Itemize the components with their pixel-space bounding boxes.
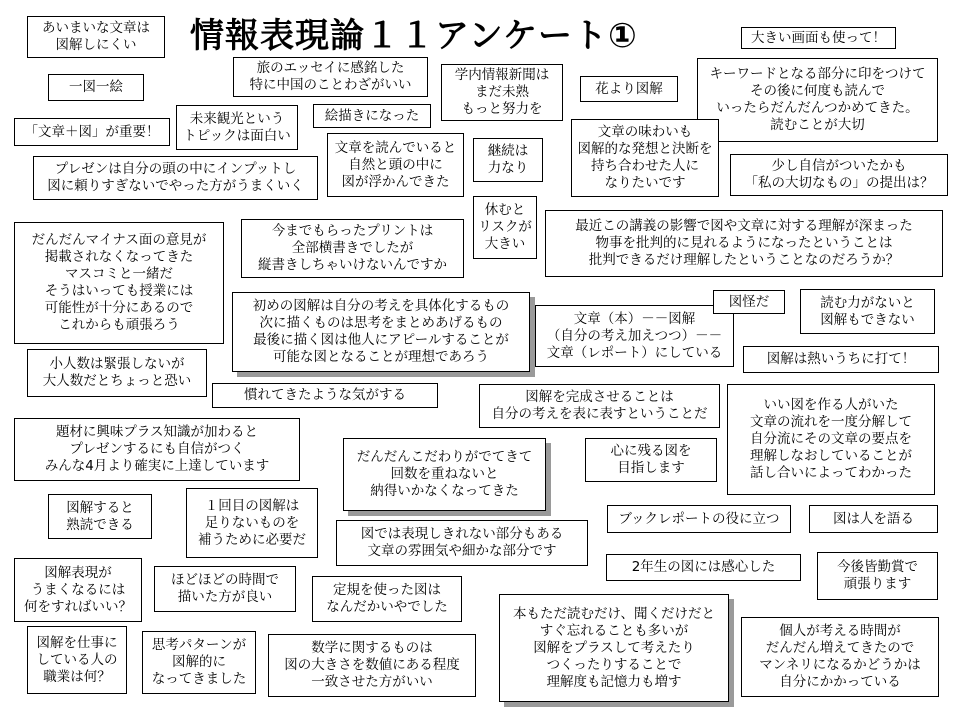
note-card: 今後皆勤賞で 頑張ります bbox=[817, 552, 938, 600]
note-card: 小人数は緊張しないが 大人数だとちょっと恐い bbox=[27, 349, 207, 397]
note-card: 図解表現が うまくなるには 何をすればいい？ bbox=[14, 558, 142, 622]
note-card: 初めの図解は自分の考えを具体化するもの 次に描くものは思考をまとめあげるもの 最後に描く図は他人にアピールすることが 可能な図となることが理想であろう bbox=[232, 292, 530, 372]
note-card: ブックレポートの役に立つ bbox=[607, 505, 791, 533]
note-card: プレゼンは自分の頭の中にインプットし 図に頼りすぎないでやった方がうまくいく bbox=[33, 156, 318, 200]
note-card: 個人が考える時間が だんだん増えてきたので マンネリになるかどうかは 自分にかかっている bbox=[741, 617, 939, 697]
note-card: 「文章＋図」が重要！ bbox=[14, 118, 170, 146]
note-card: 心に残る図を 目指します bbox=[585, 438, 717, 482]
note-card: 花より図解 bbox=[580, 76, 678, 102]
note-card: 図解を完成させることは 自分の考えを表に表すということだ bbox=[479, 384, 720, 428]
note-card: 未来観光という トピックは面白い bbox=[176, 105, 298, 150]
note-card: 文章（本）－－図解 （自分の考え加えつつ）－－ 文章（レポート）にしている bbox=[535, 305, 734, 367]
note-card: 図解を仕事に している人の 職業は何？ bbox=[27, 626, 127, 694]
note-card: 文章の味わいも 図解的な発想と決断を 持ち合わせた人に なりたいです bbox=[571, 119, 719, 197]
note-card: 休むと リスクが 大きい bbox=[473, 196, 537, 259]
note-card: 読む力がないと 図解もできない bbox=[800, 289, 935, 334]
note-card: 最近この講義の影響で図や文章に対する理解が深まった 物事を批判的に見れるようになったということは 批判できるだけ理解したということなのだろうか？ bbox=[545, 210, 943, 277]
note-card: 図は人を語る bbox=[809, 505, 938, 533]
page-title: 情報表現論１１アンケート① bbox=[190, 16, 638, 56]
note-card: 大きい画面も使って！ bbox=[741, 27, 896, 49]
note-card: 図解すると 熟読できる bbox=[48, 494, 152, 539]
note-card: 少し自信がついたかも 「私の大切なもの」の提出は？ bbox=[730, 154, 948, 196]
note-card: 定規を使った図は なんだかいやでした bbox=[312, 576, 462, 622]
note-card: 絵描きになった bbox=[313, 104, 431, 128]
note-card: 数学に関するものは 図の大きさを数値にある程度 一致させた方がいい bbox=[268, 634, 476, 697]
note-card: 題材に興味プラス知識が加わると プレゼンするにも自信がつく みんな4月より確実に上達しています bbox=[14, 418, 300, 481]
note-card: いい図を作る人がいた 文章の流れを一度分解して 自分流にその文章の要点を 理解しなおしていることが 話し合いによってわかった bbox=[727, 384, 935, 495]
note-card: 文章を読んでいると 自然と頭の中に 図が浮かんできた bbox=[327, 133, 464, 197]
note-card: 思考パターンが 図解的に なってきました bbox=[142, 631, 256, 694]
note-card: 学内情報新聞は まだ未熟 もっと努力を bbox=[441, 64, 563, 121]
note-card: だんだんマイナス面の意見が 掲載されなくなってきた マスコミと一緒だ そうはいっても授業には 可能性が十分にあるので これからも頑張ろう bbox=[14, 222, 224, 344]
note-card: 一図一絵 bbox=[48, 74, 144, 101]
note-card: あいまいな文章は 図解しにくい bbox=[27, 16, 165, 58]
note-card: だんだんこだわりがでてきて 回数を重ねないと 納得いかなくなってきた bbox=[343, 438, 546, 511]
note-card: 慣れてきたような気がする bbox=[212, 383, 438, 408]
note-card: 2年生の図には感心した bbox=[606, 554, 801, 581]
note-card: 旅のエッセイに感銘した 特に中国のことわざがいい bbox=[233, 57, 428, 97]
note-card: 本もただ読むだけ、聞くだけだと すぐ忘れることも多いが 図解をプラスして考えたり つくったりすることで 理解度も記憶力も増す bbox=[499, 594, 729, 702]
note-card: 継続は 力なり bbox=[473, 138, 543, 182]
note-card: 今までもらったプリントは 全部横書きでしたが 縦書きしちゃいけないんですか bbox=[241, 219, 464, 278]
note-card: 図怪だ bbox=[713, 290, 785, 314]
note-card: 図解は熱いうちに打て！ bbox=[743, 346, 939, 373]
note-card: 図では表現しきれない部分もある 文章の雰囲気や細かな部分です bbox=[336, 520, 588, 566]
note-card: キーワードとなる部分に印をつけて その後に何度も読んで いったらだんだんつかめてきた。 読むことが大切 bbox=[697, 58, 938, 142]
note-card: ほどほどの時間で 描いた方が良い bbox=[154, 566, 296, 612]
note-card: １回目の図解は 足りないものを 補うために必要だ bbox=[186, 488, 318, 558]
